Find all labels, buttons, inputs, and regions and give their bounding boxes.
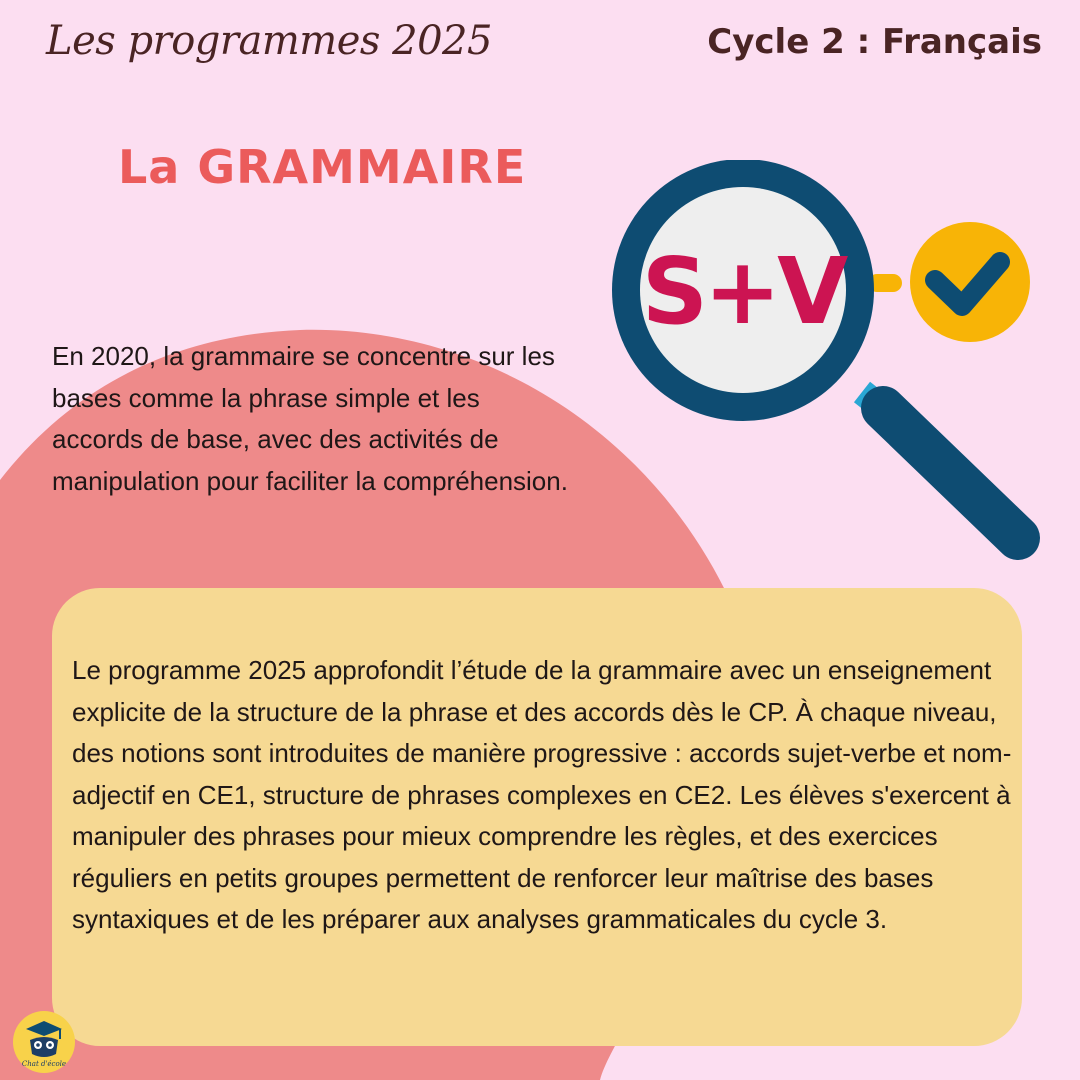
header-cycle-label: Cycle 2 : Français: [707, 22, 1042, 62]
magnifier-check-icon: [600, 160, 1050, 580]
lens-text: S+V: [641, 238, 845, 345]
header-program-label: Les programmes 2025: [46, 18, 492, 64]
info-box-text: Le programme 2025 approfondit l’étude de la grammaire avec un enseignement explicite de la structure de la phrase et des accords dès le CP. À chaque niveau, des notions sont introduites de manière progressive : accords sujet-verbe et nom-adjectif en CE1, structure de phrases complexes en CE2. Les élèves s'exercent à manipuler des phrases pour mieux comprendre les règles, et des exercices réguliers en petits groupes permettent de renforcer leur maîtrise des bases syntaxiques et de les préparer aux analyses grammaticales du cycle 3.: [72, 655, 1012, 934]
intro-paragraph: En 2020, la grammaire se concentre sur les bases comme la phrase simple et les accords de base, avec des activités de manipulation pour faciliter la compréhension.: [52, 341, 568, 496]
logo-text: Chat d'école: [21, 1060, 67, 1068]
page-title: La GRAMMAIRE: [118, 140, 527, 194]
owl-graduate-logo: [12, 1010, 76, 1074]
